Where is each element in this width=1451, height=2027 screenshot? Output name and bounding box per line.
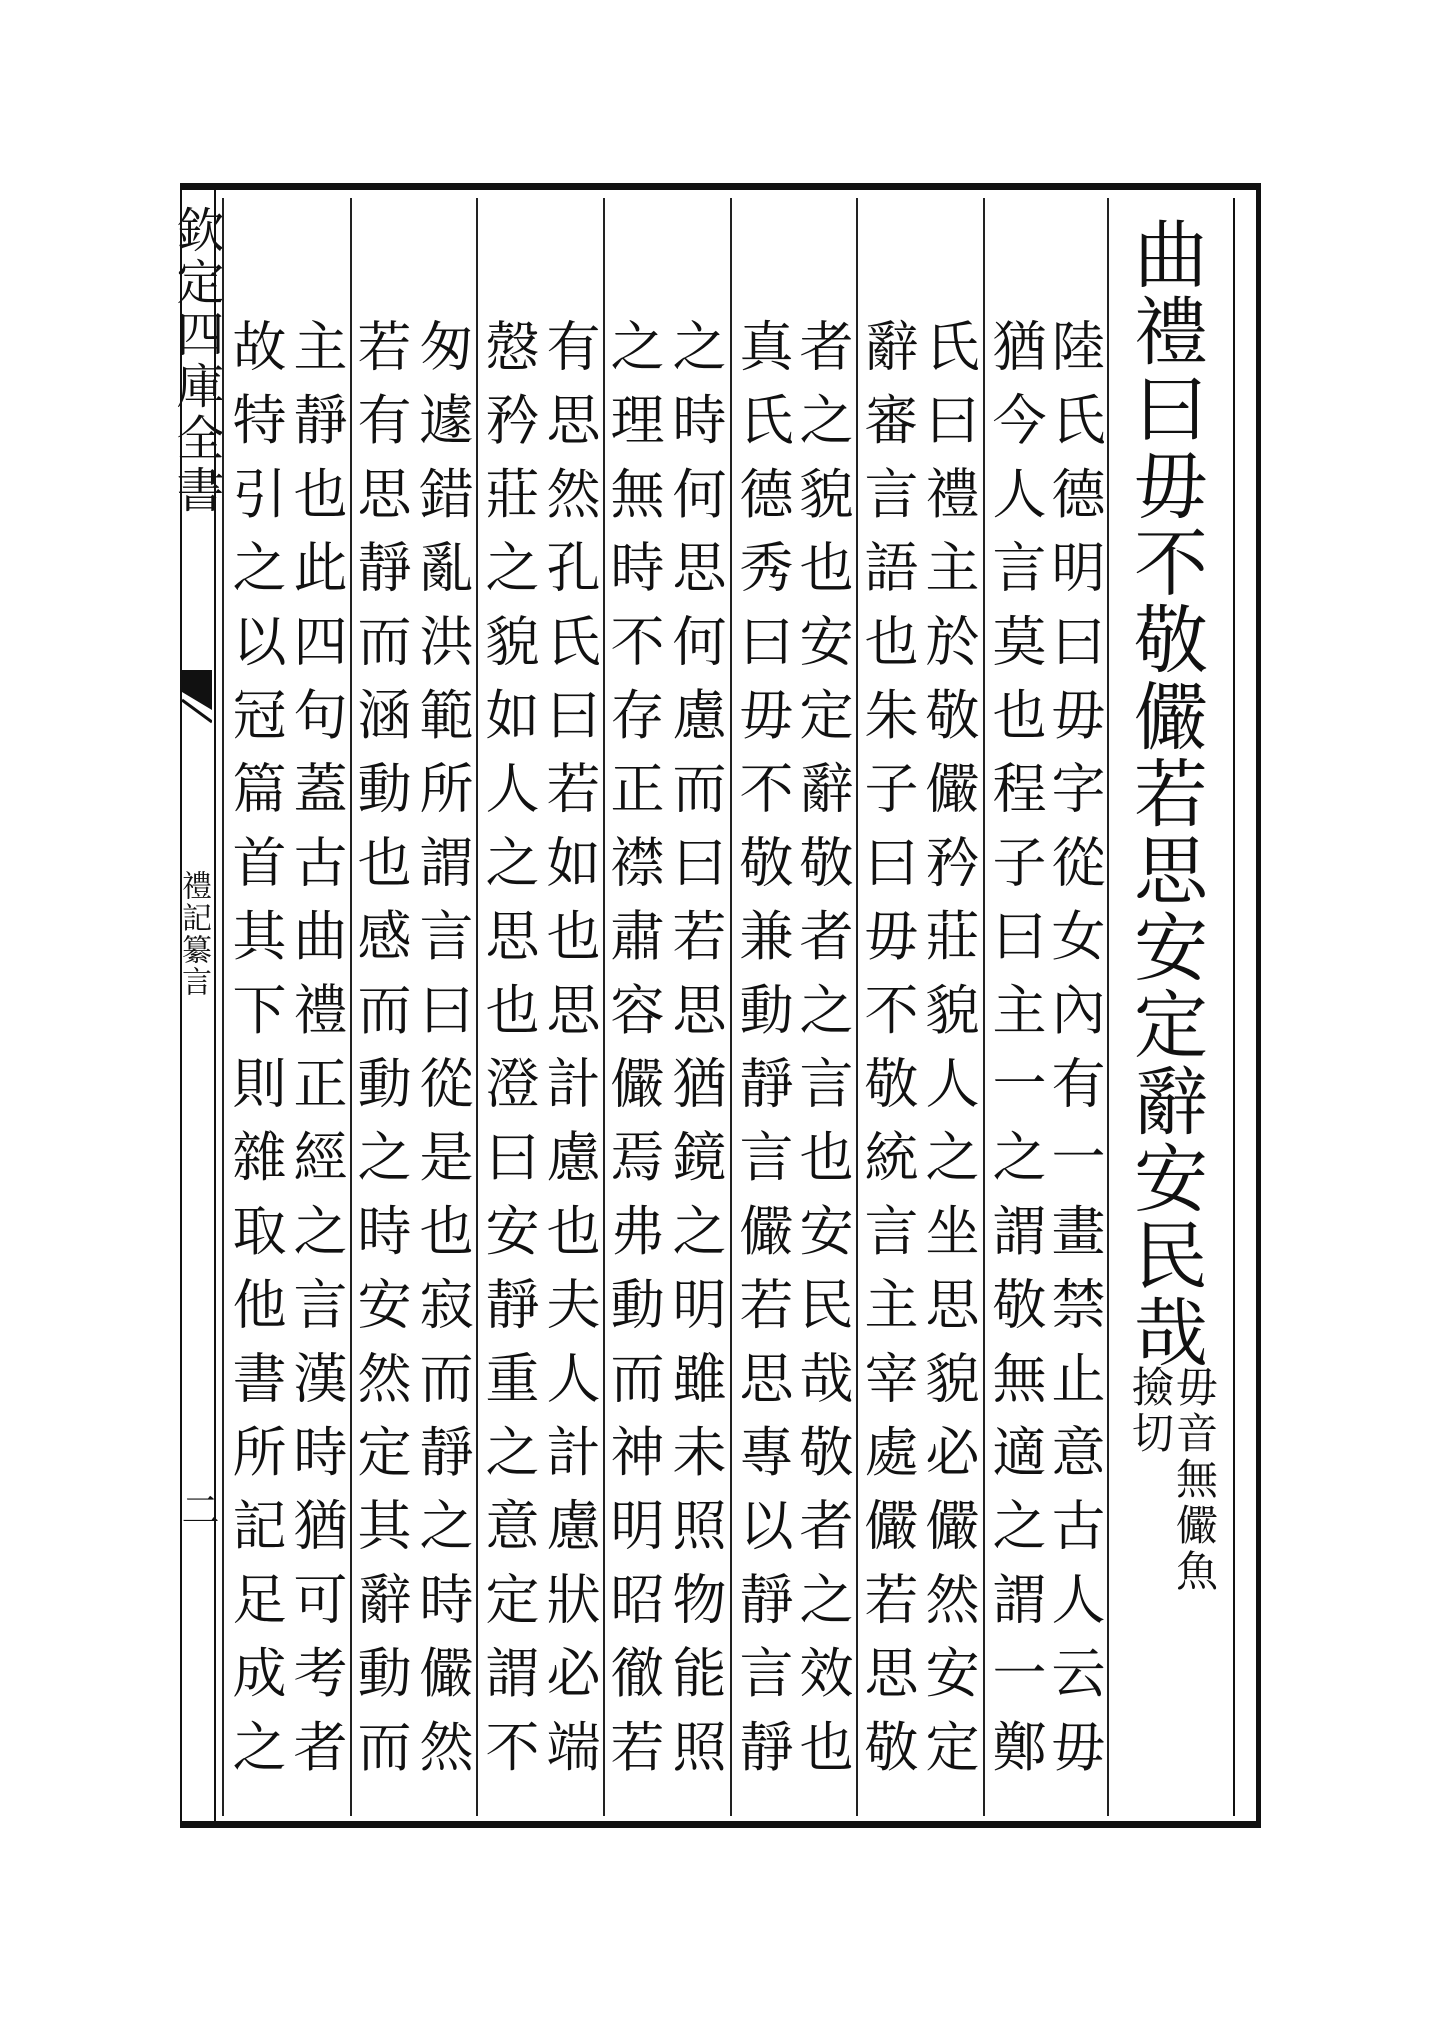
commentary-line-1: 陸氏德明曰毋字從女內有一畫禁止意古人云毋: [1043, 318, 1106, 1792]
inner-right-rule: [1233, 198, 1235, 1816]
commentary-line-10: 慤矜莊之貌如人之思也澄曰安靜重之意定謂不: [477, 318, 540, 1792]
commentary-line-8: 之理無時不存正襟肅容儼焉弗動而神明昭徹若: [602, 318, 665, 1792]
section-title: 曲禮曰毋不敬儼若思安定辭安民哉: [1122, 216, 1208, 1371]
book-title: 欽定四庫全書: [168, 205, 224, 517]
commentary-line-9: 有思然孔氏曰若如也思計慮也夫人計慮狀必端: [538, 318, 601, 1792]
commentary-line-4: 辭審言語也朱子曰毋不敬統言主宰處儼若思敬: [856, 318, 919, 1792]
commentary-line-14: 故特引之以冠篇首其下則雜取他書所記足成之: [224, 318, 287, 1792]
title-annotation: 毋音無儼魚撿切: [1125, 1365, 1219, 1595]
commentary-line-13: 主靜也此四句蓋古曲禮正經之言漢時猶可考者: [285, 318, 348, 1792]
volume-title: 禮記纂言: [176, 870, 211, 998]
commentary-line-7: 之時何思何慮而曰若思猶鏡之明雖未照物能照: [664, 318, 727, 1792]
commentary-line-5: 者之貌也安定辭敬者之言也安民哉敬者之效也: [791, 318, 854, 1792]
fish-tail-mark: [182, 670, 212, 730]
commentary-line-11: 匆遽錯亂洪範所謂言曰從是也寂而靜之時儼然: [411, 318, 474, 1792]
commentary-line-6: 真氏德秀曰毋不敬兼動靜言儼若思專以靜言靜: [731, 318, 794, 1792]
commentary-line-3: 氏曰禮主於敬儼矜莊貌人之坐思貌必儼然安定: [917, 318, 980, 1792]
column-rule: [1107, 198, 1109, 1816]
commentary-line-12: 若有思靜而涵動也感而動之時安然定其辭動而: [349, 318, 412, 1792]
commentary-line-2: 猶今人言莫也程子曰主一之謂敬無適之謂一鄭: [984, 318, 1047, 1792]
page-number: 二: [175, 1490, 219, 1528]
